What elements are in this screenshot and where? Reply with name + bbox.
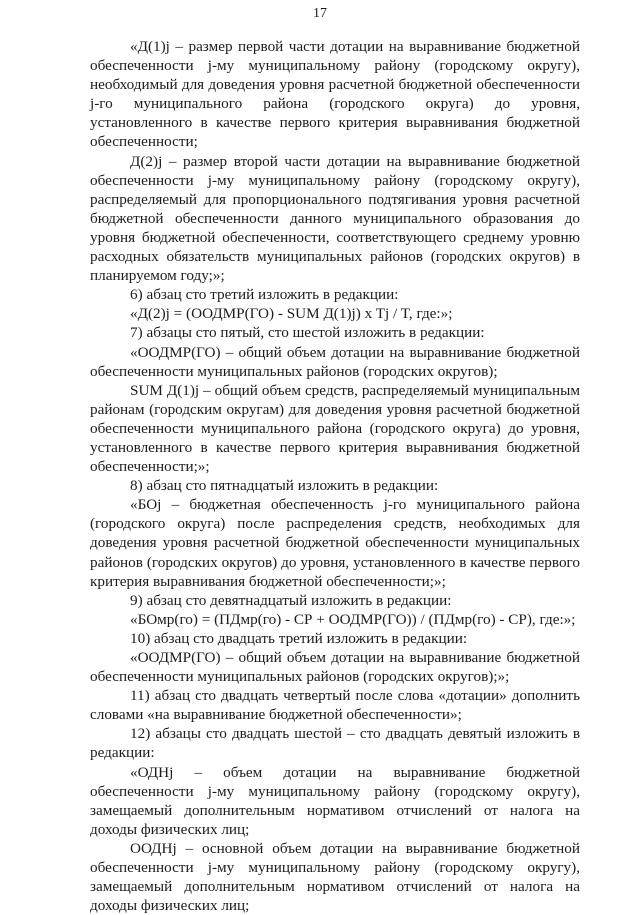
paragraph-odnj-definition: «ОДНj – объем дотации на выравнивание бюджетной обеспеченности j-му муниципальному району (городскому округу), замещаемый дополнительным нормативом отчислений от налога на доходы физических лиц; <box>90 763 580 838</box>
paragraph-oodmr-definition: «ООДМР(ГО) – общий объем дотации на выравнивание бюджетной обеспеченности муниципальных районов (городских округов); <box>90 343 580 380</box>
paragraph-item-10: 10) абзац сто двадцать третий изложить в редакции: <box>130 629 468 647</box>
document-body <box>90 37 580 915</box>
paragraph-item-11: 11) абзац сто двадцать четвертый после слова «дотации» дополнить словами «на выравнивание бюджетной обеспеченности»; <box>90 687 580 724</box>
paragraph-formula-bo: «БОмр(го) = (ПДмр(го) - СР + ООДМР(ГО)) / (ПДмр(го) - СР), где:»; <box>130 610 576 628</box>
paragraph-item-6: 6) абзац сто третий изложить в редакции: <box>130 286 399 304</box>
paragraph-item-12: 12) абзацы сто двадцать шестой – сто двадцать девятый изложить в редакции: <box>90 725 580 762</box>
paragraph-item-7: 7) абзацы сто пятый, сто шестой изложить в редакции: <box>130 324 485 342</box>
paragraph-d1-definition: «Д(1)j – размер первой части дотации на выравнивание бюджетной обеспеченности j-му муниципальному району (городскому округу), необходимый для доведения уровня расчетной бюджетной обеспеченности j-го муниципального района (городского округа) до уровня, установленного в качестве первого критерия выравнивания бюджетной обеспеченности; <box>90 38 580 151</box>
paragraph-d2-definition: Д(2)j – размер второй части дотации на выравнивание бюджетной обеспеченности j-му муниципальному району (городскому округу), распределяемый для пропорционального подтягивания уровня расчетной бюджетной обеспеченности данного муниципального образования до уровня бюджетной обеспеченности, соответствующего среднему уровню расходных обязательств муниципальных районов (городских округов) в планируемом году;»; <box>90 152 580 285</box>
paragraph-boj-definition: «БОj – бюджетная обеспеченность j-го муниципального района (городского округа) после распределения средств, необходимых для доведения уровня расчетной бюджетной обеспеченности муниципальных районов (городских округов) до уровня, установленного в качестве первого критерия выравнивания бюджетной обеспеченности;»; <box>90 496 580 590</box>
paragraph-oodnj-definition: ООДНj – основной объем дотации на выравнивание бюджетной обеспеченности j-му муниципальному району (городскому округу), замещаемый дополнительным нормативом отчислений от налога на доходы физических лиц; <box>90 839 580 915</box>
page-number: 17 <box>313 6 327 21</box>
paragraph-oodmr-definition-2: «ООДМР(ГО) – общий объем дотации на выравнивание бюджетной обеспеченности муниципальных районов (городских округов);»; <box>90 649 580 686</box>
paragraph-formula-d2: «Д(2)j = (ООДМР(ГО) - SUM Д(1)j) x Tj / T, где:»; <box>130 305 453 323</box>
paragraph-item-8: 8) абзац сто пятнадцатый изложить в редакции: <box>130 477 439 495</box>
paragraph-item-9: 9) абзац сто девятнадцатый изложить в редакции: <box>130 591 452 609</box>
paragraph-sum-d1-definition: SUM Д(1)j – общий объем средств, распределяемый муниципальным районам (городским округам) для доведения уровня расчетной бюджетной обеспеченности муниципального района (городского округа) до уровня, установленного в качестве первого критерия выравнивания бюджетной обеспеченности;»; <box>90 381 580 476</box>
